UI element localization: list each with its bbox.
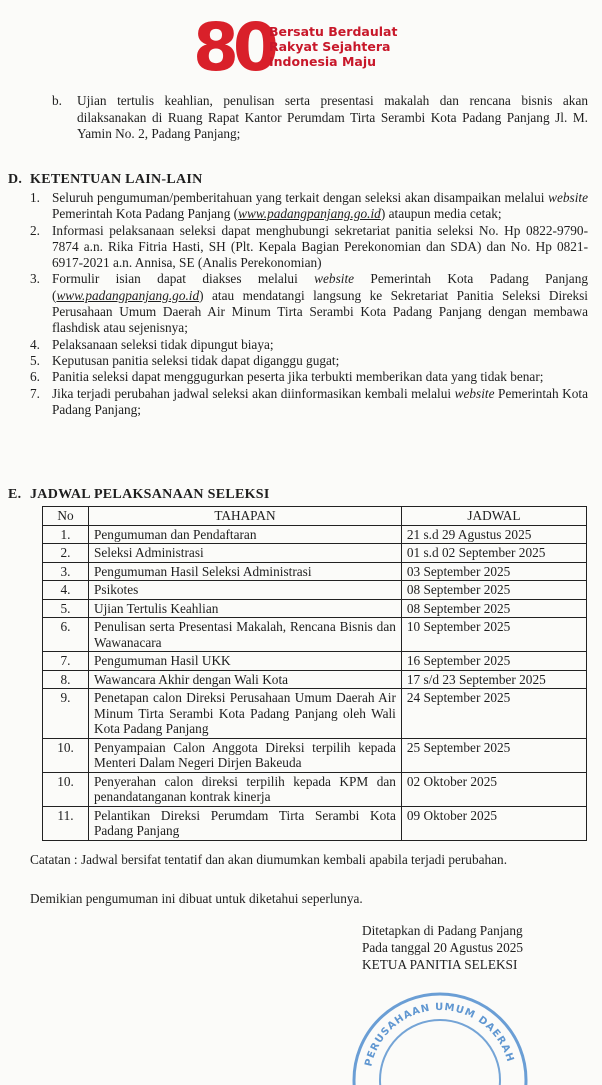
cell-no: 1. [43, 525, 89, 544]
list-item-text: Seluruh pengumuman/pemberitahuan yang terkait dengan seleksi akan disampaikan melalui [52, 190, 549, 205]
list-item-number: 7. [30, 385, 40, 401]
list-item-number: 5. [30, 352, 40, 368]
list-item [30, 386, 588, 419]
schedule-table [42, 506, 587, 841]
list-item [30, 271, 588, 336]
website-link[interactable]: www.padangpanjang.go.id [238, 206, 381, 222]
cell-tahapan: Pengumuman dan Pendaftaran [89, 525, 402, 544]
cell-no: 10. [43, 738, 89, 772]
signature-date: Pada tanggal 20 Agustus 2025 [362, 940, 524, 955]
cell-no: 3. [43, 562, 89, 581]
list-item [30, 190, 588, 223]
cell-no: 2. [43, 544, 89, 563]
website-link[interactable]: www.padangpanjang.go.id [56, 287, 200, 303]
cell-jadwal: 25 September 2025 [401, 738, 586, 772]
list-item [30, 353, 588, 369]
cell-tahapan: Pengumuman Hasil Seleksi Administrasi [89, 562, 402, 581]
logo-80-ri [193, 9, 403, 86]
cell-no: 9. [43, 689, 89, 739]
cell-jadwal: 01 s.d 02 September 2025 [401, 544, 586, 563]
stamp-text: PERUSAHAAN UMUM DAERAH [363, 1001, 516, 1068]
cell-tahapan: Seleksi Administrasi [89, 544, 402, 563]
list-item-text: Panitia seleksi dapat menggugurkan peserta jika terbukti memberikan data yang tidak benar; [52, 369, 544, 385]
signature-place: Ditetapkan di Padang Panjang [362, 923, 523, 938]
cell-tahapan: Pengumuman Hasil UKK [89, 652, 402, 671]
cell-tahapan: Penetapan calon Direksi Perusahaan Umum Daerah Air Minum Tirta Serambi Kota Padang Panjang oleh Wali Kota Padang Panjang [89, 689, 402, 739]
table-row [43, 599, 587, 618]
cell-tahapan: Ujian Tertulis Keahlian [89, 599, 402, 618]
section-d-title: KETENTUAN LAIN-LAIN [30, 172, 203, 187]
table-row [43, 618, 587, 652]
list-item [30, 223, 588, 272]
table-row [43, 652, 587, 671]
cell-jadwal: 03 September 2025 [401, 562, 586, 581]
schedule-note: Catatan : Jadwal bersifat tentatif dan akan diumumkan kembali apabila terjadi perubahan. [30, 852, 508, 867]
list-item-emphasis: website [548, 190, 588, 205]
list-item [30, 369, 588, 385]
list-item-text: Jika terjadi perubahan jadwal seleksi akan diinformasikan kembali melalui [52, 385, 455, 401]
table-row [43, 772, 587, 806]
item-b-label: b. [52, 93, 62, 108]
closing-statement: Demikian pengumuman ini dibuat untuk diketahui seperlunya. [30, 891, 363, 906]
cell-tahapan: Pelantikan Direksi Perumdam Tirta Serambi Kota Padang Panjang [89, 806, 402, 840]
column-header-jadwal: JADWAL [401, 507, 586, 526]
cell-jadwal: 09 Oktober 2025 [401, 806, 586, 840]
cell-jadwal: 24 September 2025 [401, 689, 586, 739]
cell-jadwal: 10 September 2025 [401, 618, 586, 652]
logo-tagline-line2: Rakyat Sejahtera [269, 39, 391, 54]
cell-tahapan: Penyampaian Calon Anggota Direksi terpilih kepada Menteri Dalam Negeri Dirjen Bakeuda [89, 738, 402, 772]
logo-tagline-line3: Indonesia Maju [269, 54, 377, 69]
cell-tahapan: Psikotes [89, 581, 402, 600]
list-item-text: Informasi pelaksanaan seleksi dapat menghubungi sekretariat panitia seleksi No. Hp 0822-9790-7874 a.n. Rika Fitria Hasti, SH (Plt. Kepala Bagian Perekonomian dan SDA) dan No. Hp 0821-6917-2021 a.n. Annisa, SE (Analis Perekonomian) [52, 222, 588, 271]
cell-no: 4. [43, 581, 89, 600]
cell-tahapan: Wawancara Akhir dengan Wali Kota [89, 670, 402, 689]
list-item-number: 1. [30, 190, 40, 205]
cell-jadwal: 17 s/d 23 September 2025 [401, 670, 586, 689]
cell-no: 7. [43, 652, 89, 671]
cell-no: 6. [43, 618, 89, 652]
item-b-text: Ujian tertulis keahlian, penulisan serta presentasi makalah dan rencana bisnis akan dilaksanakan di Ruang Rapat Kantor Perumdam Tirta Serambi Kota Padang Panjang Jl. M. Yamin No. 2, Padang Panjang; [77, 93, 588, 141]
column-header-tahapan: TAHAPAN [89, 507, 402, 526]
logo-tagline-line1: Bersatu Berdaulat [269, 24, 398, 39]
section-d-list [30, 190, 588, 418]
list-item-text: Keputusan panitia seleksi tidak dapat diganggu gugat; [52, 352, 340, 368]
item-b [52, 93, 588, 143]
cell-no: 11. [43, 806, 89, 840]
cell-jadwal: 21 s.d 29 Agustus 2025 [401, 525, 586, 544]
list-item-number: 2. [30, 222, 40, 238]
column-header-no: No [43, 507, 89, 526]
cell-jadwal: 08 September 2025 [401, 599, 586, 618]
table-row [43, 806, 587, 840]
list-item-text: Pemerintah Kota Padang Panjang ( [52, 206, 239, 222]
table-row [43, 738, 587, 772]
cell-jadwal: 02 Oktober 2025 [401, 772, 586, 806]
table-row [43, 689, 587, 739]
section-e-letter: E. [8, 487, 22, 502]
official-stamp-icon [330, 965, 550, 1085]
cell-jadwal: 16 September 2025 [401, 652, 586, 671]
list-item-emphasis: website [314, 271, 355, 287]
list-item-text: ) atau mendatangi langsung ke Sekretariat Panitia Seleksi Direksi Perusahaan Umum Daerah Air Minum Tirta Serambi Kota Padang Panjang dengan membawa flashdisk atau sejenisnya; [52, 287, 588, 336]
list-item-text: Pelaksanaan seleksi tidak dipungut biaya; [52, 336, 274, 352]
list-item-text: Formulir isian dapat diakses melalui [52, 271, 315, 287]
cell-no: 8. [43, 670, 89, 689]
table-row [43, 581, 587, 600]
cell-no: 10. [43, 772, 89, 806]
logo-number: 80 [193, 9, 273, 86]
list-item-number: 3. [30, 271, 40, 287]
list-item [30, 337, 588, 353]
signature-role: KETUA PANITIA SELEKSI [362, 957, 518, 972]
table-row [43, 525, 587, 544]
table-row [43, 562, 587, 581]
list-item-emphasis: website [454, 385, 495, 401]
list-item-text: Pemerintah Kota Padang Panjang; [52, 385, 588, 417]
table-header-row [43, 507, 587, 526]
table-row [43, 670, 587, 689]
cell-no: 5. [43, 599, 89, 618]
cell-tahapan: Penyerahan calon direksi terpilih kepada KPM dan penandatanganan kontrak kinerja [89, 772, 402, 806]
section-e-title: JADWAL PELAKSANAAN SELEKSI [30, 487, 270, 502]
list-item-number: 6. [30, 369, 40, 385]
table-row [43, 544, 587, 563]
list-item-number: 4. [30, 336, 40, 352]
list-item-text: ) ataupun media cetak; [380, 206, 502, 222]
cell-tahapan: Penulisan serta Presentasi Makalah, Rencana Bisnis dan Wawanacara [89, 618, 402, 652]
list-item-text: Pemerintah Kota Padang Panjang ( [52, 271, 588, 303]
section-d-letter: D. [8, 172, 23, 187]
cell-jadwal: 08 September 2025 [401, 581, 586, 600]
logo-tagline [269, 24, 397, 69]
